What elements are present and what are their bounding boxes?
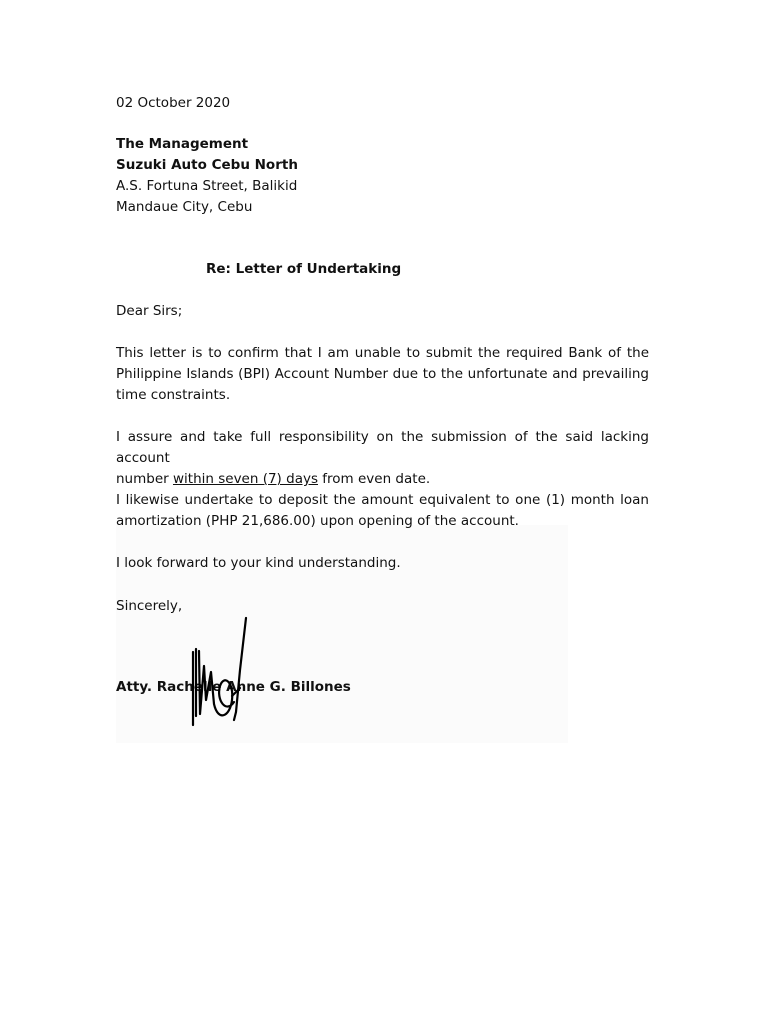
signatory-name: Atty. Rachelle Anne G. Billones xyxy=(116,679,351,695)
paragraph-3-row-1: I likewise undertake to deposit the amount equivalent to one (1) month loan xyxy=(116,492,649,508)
recipient-line-2: Suzuki Auto Cebu North xyxy=(116,157,298,173)
recipient-line-1: The Management xyxy=(116,136,249,152)
paragraph-1 xyxy=(116,343,649,406)
paragraph-1-row-2: Philippine Islands (BPI) Account Number due to the unfortunate and prevailing xyxy=(116,366,649,382)
paragraph-1-row-3: time constraints. xyxy=(116,387,231,403)
paragraph-2 xyxy=(116,427,649,490)
salutation: Dear Sirs; xyxy=(116,303,183,319)
paragraph-4: I look forward to your kind understanding. xyxy=(116,555,401,571)
letter-date: 02 October 2020 xyxy=(116,95,231,111)
paragraph-2-row-1: I assure and take full responsibility on the submission of the said lacking account xyxy=(116,429,649,466)
paragraph-3-row-2: amortization (PHP 21,686.00) upon opening of the account. xyxy=(116,513,519,529)
paragraph-2-prefix: number xyxy=(116,471,173,487)
subject-line: Re: Letter of Undertaking xyxy=(206,261,402,277)
closing: Sincerely, xyxy=(116,598,183,614)
paragraph-2-suffix: from even date. xyxy=(317,471,431,487)
paragraph-2-row-2 xyxy=(116,469,649,490)
paragraph-1-row-1: This letter is to confirm that I am unable to submit the required Bank of the xyxy=(116,345,649,361)
recipient-line-4: Mandaue City, Cebu xyxy=(116,199,253,215)
handwritten-signature xyxy=(180,612,260,732)
recipient-line-3: A.S. Fortuna Street, Balikid xyxy=(116,178,298,194)
deadline-underlined: within seven (7) days xyxy=(172,471,318,487)
paragraph-3 xyxy=(116,490,649,532)
